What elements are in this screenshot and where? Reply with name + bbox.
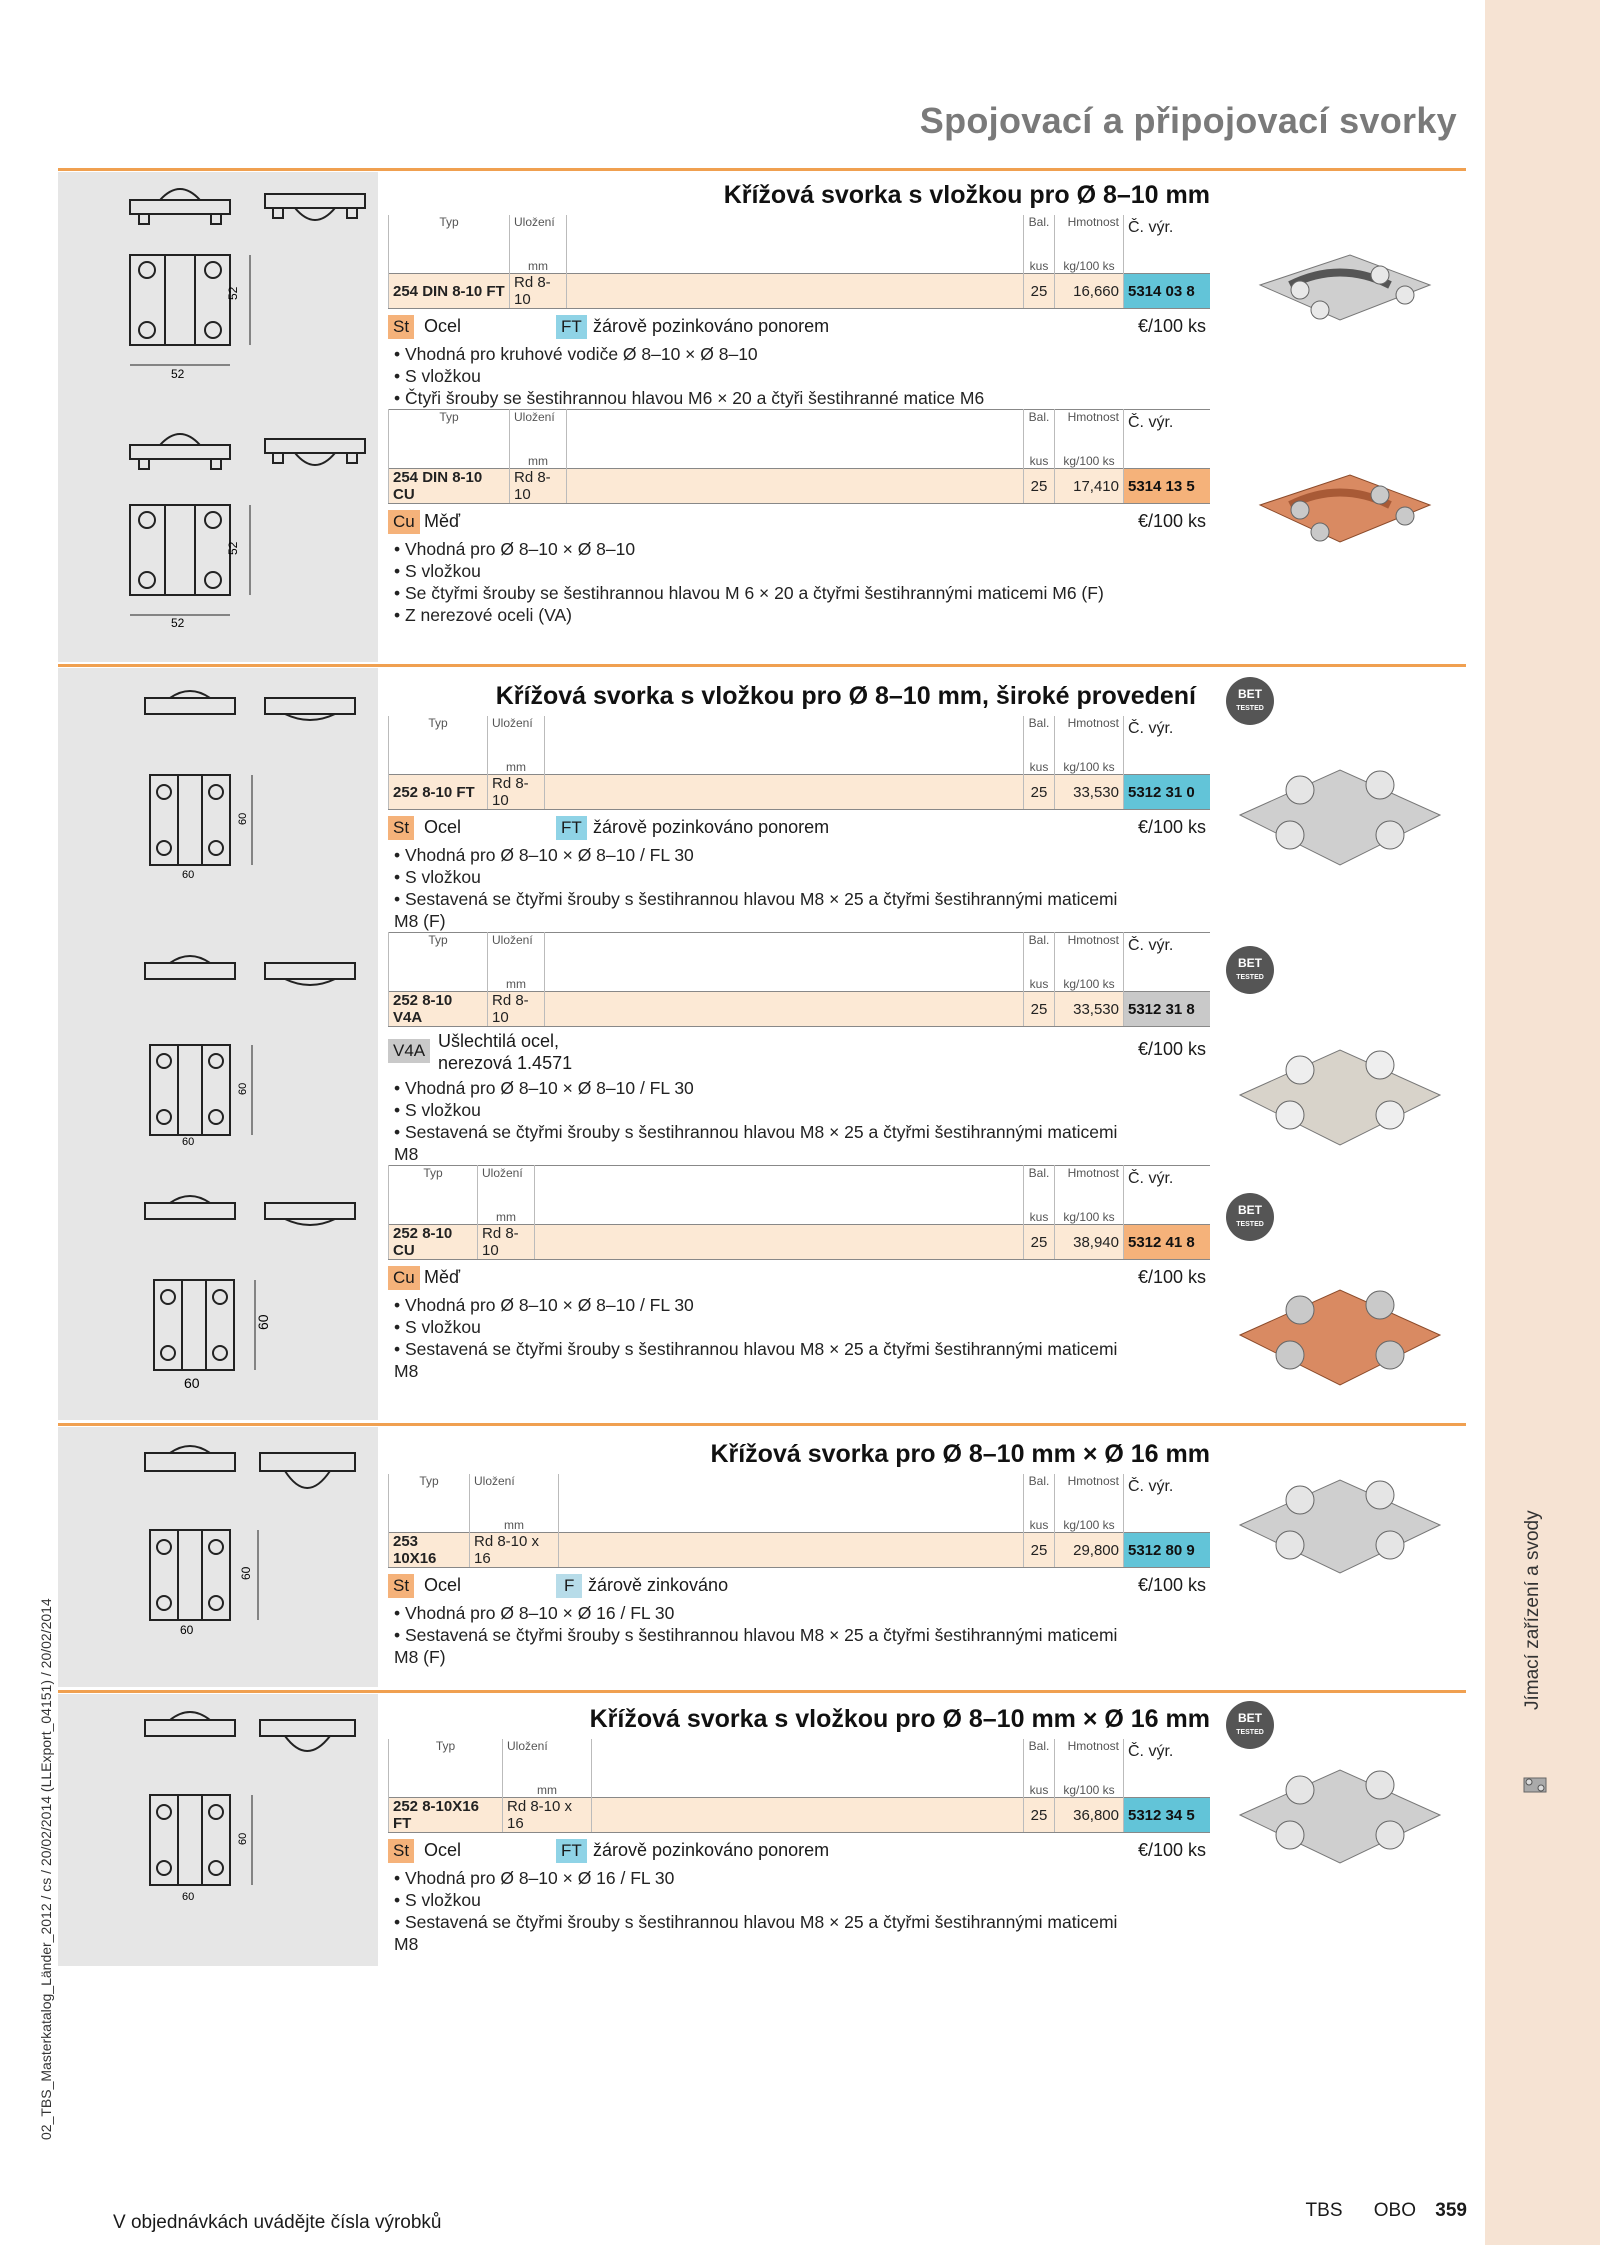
dim-label: 52 bbox=[171, 367, 185, 381]
dim-label: 60 bbox=[184, 1375, 200, 1391]
price-unit: €/100 ks bbox=[1137, 1575, 1206, 1595]
product-photo bbox=[1230, 1025, 1450, 1165]
material-badge: St bbox=[388, 816, 414, 840]
bet-tested-badge bbox=[1225, 676, 1275, 726]
dim-label: 52 bbox=[226, 541, 240, 555]
table-row: 252 8-10X16 FT Rd 8-10 x 16 25 36,800 5312 34 5 bbox=[389, 1798, 1211, 1833]
material-badge: Cu bbox=[388, 1266, 420, 1290]
price-unit: €/100 ks bbox=[1137, 1840, 1206, 1860]
product-table: Typ Uložení Bal. Hmotnost Č. výr. mm kus kg/100 ks 252 8-10 FT Rd 8-10 25 33,530 5312 31 0 bbox=[388, 716, 1210, 810]
divider bbox=[58, 664, 1466, 667]
technical-drawing bbox=[140, 680, 370, 880]
page-number: 359 bbox=[1435, 2200, 1467, 2221]
product-section bbox=[388, 175, 1210, 626]
svg-text:TESTED: TESTED bbox=[1236, 1729, 1264, 1736]
footer-brand-obo: OBO bbox=[1373, 2200, 1417, 2221]
technical-drawing bbox=[140, 1185, 370, 1405]
material-row: V4A Ušlechtilá ocel, nerezová 1.4571 €/100 ks bbox=[388, 1031, 1210, 1077]
divider bbox=[58, 1423, 1466, 1426]
product-table: Typ Uložení Bal. Hmotnost Č. výr. mm kus kg/100 ks 252 8-10X16 FT Rd 8-10 x 16 25 36,800 5312 34 5 bbox=[388, 1739, 1210, 1833]
finish-badge: FT bbox=[556, 315, 587, 339]
side-label: Jímací zařízení a svody bbox=[1522, 1510, 1543, 1710]
table-row: 252 8-10 CU Rd 8-10 25 38,940 5312 41 8 bbox=[389, 1225, 1211, 1260]
material-row: St Ocel F žárově zinkováno €/100 ks bbox=[388, 1572, 1210, 1602]
footer-brand bbox=[1306, 2200, 1467, 2222]
finish-badge: FT bbox=[556, 1839, 587, 1863]
material-row: St Ocel FT žárově pozinkováno ponorem €/100 ks bbox=[388, 814, 1210, 844]
product-photo bbox=[1230, 745, 1450, 885]
svg-text:BET: BET bbox=[1238, 956, 1262, 970]
svg-text:BET: BET bbox=[1238, 1203, 1262, 1217]
product-photo bbox=[1230, 450, 1450, 570]
technical-drawing bbox=[125, 425, 375, 635]
product-photo bbox=[1230, 1265, 1450, 1405]
divider bbox=[58, 1690, 1466, 1693]
section-title: Křížová svorka s vložkou pro Ø 8–10 mm, široké provedení bbox=[495, 682, 1196, 710]
material-badge: St bbox=[388, 1839, 414, 1863]
bet-tested-badge bbox=[1225, 1700, 1275, 1750]
material-row: St Ocel FT žárově pozinkováno ponorem €/100 ks bbox=[388, 1837, 1210, 1867]
dim-label: 60 bbox=[237, 1832, 249, 1845]
table-row: 253 10X16 Rd 8-10 x 16 25 29,800 5312 80 9 bbox=[389, 1533, 1211, 1568]
dim-label: 60 bbox=[180, 1623, 194, 1637]
dim-label: 52 bbox=[226, 286, 240, 300]
technical-drawing bbox=[140, 945, 370, 1145]
bet-tested-badge bbox=[1225, 945, 1275, 995]
product-table: Typ Uložení Bal. Hmotnost Č. výr. mm kus kg/100 ks 254 DIN 8-10 CU Rd 8-10 25 17,410 5314 13 5 bbox=[388, 409, 1210, 504]
svg-text:TESTED: TESTED bbox=[1236, 974, 1264, 981]
product-section bbox=[388, 1699, 1210, 1955]
divider bbox=[58, 168, 1466, 171]
dim-label: 60 bbox=[182, 869, 195, 880]
material-row: Cu Měď €/100 ks bbox=[388, 1264, 1210, 1294]
product-table: Typ Uložení Bal. Hmotnost Č. výr. mm kus kg/100 ks 254 DIN 8-10 FT Rd 8-10 25 16,660 5314 03 8 bbox=[388, 215, 1210, 309]
table-row: 254 DIN 8-10 FT Rd 8-10 25 16,660 5314 03 8 bbox=[389, 274, 1211, 309]
table-row: 254 DIN 8-10 CU Rd 8-10 25 17,410 5314 13 5 bbox=[389, 469, 1211, 504]
finish-badge: FT bbox=[556, 816, 587, 840]
product-section bbox=[388, 676, 1210, 1382]
table-row: 252 8-10 FT Rd 8-10 25 33,530 5312 31 0 bbox=[389, 775, 1211, 810]
feature-list: • Vhodná pro Ø 8–10 × Ø 8–10 / FL 30 • S vložkou • Sestavená se čtyřmi šrouby s šestihrannou hlavou M8 × 25 a čtyřmi šestihrannými maticemi M8 bbox=[394, 1078, 1118, 1164]
product-photo bbox=[1230, 235, 1450, 345]
product-table: Typ Uložení Bal. Hmotnost Č. výr. mm kus kg/100 ks 252 8-10 CU Rd 8-10 25 38,940 5312 41 8 bbox=[388, 1165, 1210, 1260]
price-unit: €/100 ks bbox=[1137, 1039, 1206, 1059]
product-section bbox=[388, 1434, 1210, 1668]
price-unit: €/100 ks bbox=[1137, 817, 1206, 837]
section-title: Křížová svorka pro Ø 8–10 mm × Ø 16 mm bbox=[710, 1440, 1210, 1468]
price-unit: €/100 ks bbox=[1137, 511, 1206, 531]
dim-label: 52 bbox=[171, 616, 185, 630]
dim-label: 60 bbox=[239, 1566, 253, 1580]
feature-list: • Vhodná pro Ø 8–10 × Ø 16 / FL 30 • S vložkou • Sestavená se čtyřmi šrouby s šestihrannou hlavou M8 × 25 a čtyřmi šestihrannými maticemi M8 bbox=[394, 1868, 1118, 1954]
bet-tested-badge bbox=[1225, 1192, 1275, 1242]
clamp-icon bbox=[1518, 1768, 1552, 1802]
dim-label: 60 bbox=[237, 1082, 249, 1095]
dim-label: 60 bbox=[182, 1136, 195, 1145]
price-unit: €/100 ks bbox=[1137, 316, 1206, 336]
footer-note: V objednávkách uvádějte čísla výrobků bbox=[113, 2212, 442, 2233]
svg-text:TESTED: TESTED bbox=[1236, 705, 1264, 712]
footer-brand-tbs: TBS bbox=[1305, 2200, 1343, 2221]
material-badge: St bbox=[388, 315, 414, 339]
svg-text:TESTED: TESTED bbox=[1236, 1221, 1264, 1228]
dim-label: 60 bbox=[237, 812, 249, 825]
page-title: Spojovací a připojovací svorky bbox=[919, 100, 1457, 141]
product-table: Typ Uložení Bal. Hmotnost Č. výr. mm kus kg/100 ks 252 8-10 V4A Rd 8-10 25 33,530 5312 31 8 bbox=[388, 932, 1210, 1027]
feature-list: • Vhodná pro kruhové vodiče Ø 8–10 × Ø 8–10 • S vložkou • Čtyři šrouby se šestihrannou hlavou M6 × 20 a čtyři šestihranné matice M6 bbox=[394, 344, 985, 408]
section-title: Křížová svorka s vložkou pro Ø 8–10 mm × Ø 16 mm bbox=[589, 1705, 1210, 1733]
feature-list: • Vhodná pro Ø 8–10 × Ø 8–10 / FL 30 • S vložkou • Sestavená se čtyřmi šrouby s šestihrannou hlavou M8 × 25 a čtyřmi šestihrannými maticemi M8 bbox=[394, 1295, 1118, 1381]
feature-list: • Vhodná pro Ø 8–10 × Ø 16 / FL 30 • Sestavená se čtyřmi šrouby s šestihrannou hlavou M8 × 25 a čtyřmi šestihrannými maticemi M8 (F) bbox=[394, 1603, 1118, 1667]
technical-drawing bbox=[140, 1700, 370, 1920]
technical-drawing bbox=[125, 180, 375, 390]
vertical-meta: 02_TBS_Masterkatalog_Länder_2012 / cs / 20/02/2014 (LLExport_04151) / 20/02/2014 bbox=[38, 1598, 54, 2140]
technical-drawing bbox=[140, 1435, 370, 1645]
material-badge: St bbox=[388, 1574, 414, 1598]
svg-text:BET: BET bbox=[1238, 1711, 1262, 1725]
finish-badge: F bbox=[556, 1574, 582, 1598]
dim-label: 60 bbox=[255, 1314, 271, 1330]
material-row: St Ocel FT žárově pozinkováno ponorem €/100 ks bbox=[388, 313, 1210, 343]
feature-list: • Vhodná pro Ø 8–10 × Ø 8–10 • S vložkou • Se čtyřmi šrouby se šestihrannou hlavou M 6 × 20 a čtyřmi šestihrannými maticemi M6 (F) • Z nerezové oceli (VA) bbox=[394, 539, 1104, 625]
table-row: 252 8-10 V4A Rd 8-10 25 33,530 5312 31 8 bbox=[389, 992, 1211, 1027]
material-badge: V4A bbox=[388, 1039, 430, 1063]
svg-text:BET: BET bbox=[1238, 687, 1262, 701]
price-unit: €/100 ks bbox=[1137, 1267, 1206, 1287]
product-photo bbox=[1230, 1745, 1450, 1880]
material-badge: Cu bbox=[388, 510, 420, 534]
product-photo bbox=[1230, 1455, 1450, 1590]
section-title: Křížová svorka s vložkou pro Ø 8–10 mm bbox=[723, 181, 1210, 209]
dim-label: 60 bbox=[182, 1891, 195, 1903]
side-band bbox=[1485, 0, 1600, 2245]
material-row: Cu Měď €/100 ks bbox=[388, 508, 1210, 538]
product-table: Typ Uložení Bal. Hmotnost Č. výr. mm kus kg/100 ks 253 10X16 Rd 8-10 x 16 25 29,800 5312 80 9 bbox=[388, 1474, 1210, 1568]
feature-list: • Vhodná pro Ø 8–10 × Ø 8–10 / FL 30 • S vložkou • Sestavená se čtyřmi šrouby s šestihrannou hlavou M8 × 25 a čtyřmi šestihrannými maticemi M8 (F) bbox=[394, 845, 1118, 931]
